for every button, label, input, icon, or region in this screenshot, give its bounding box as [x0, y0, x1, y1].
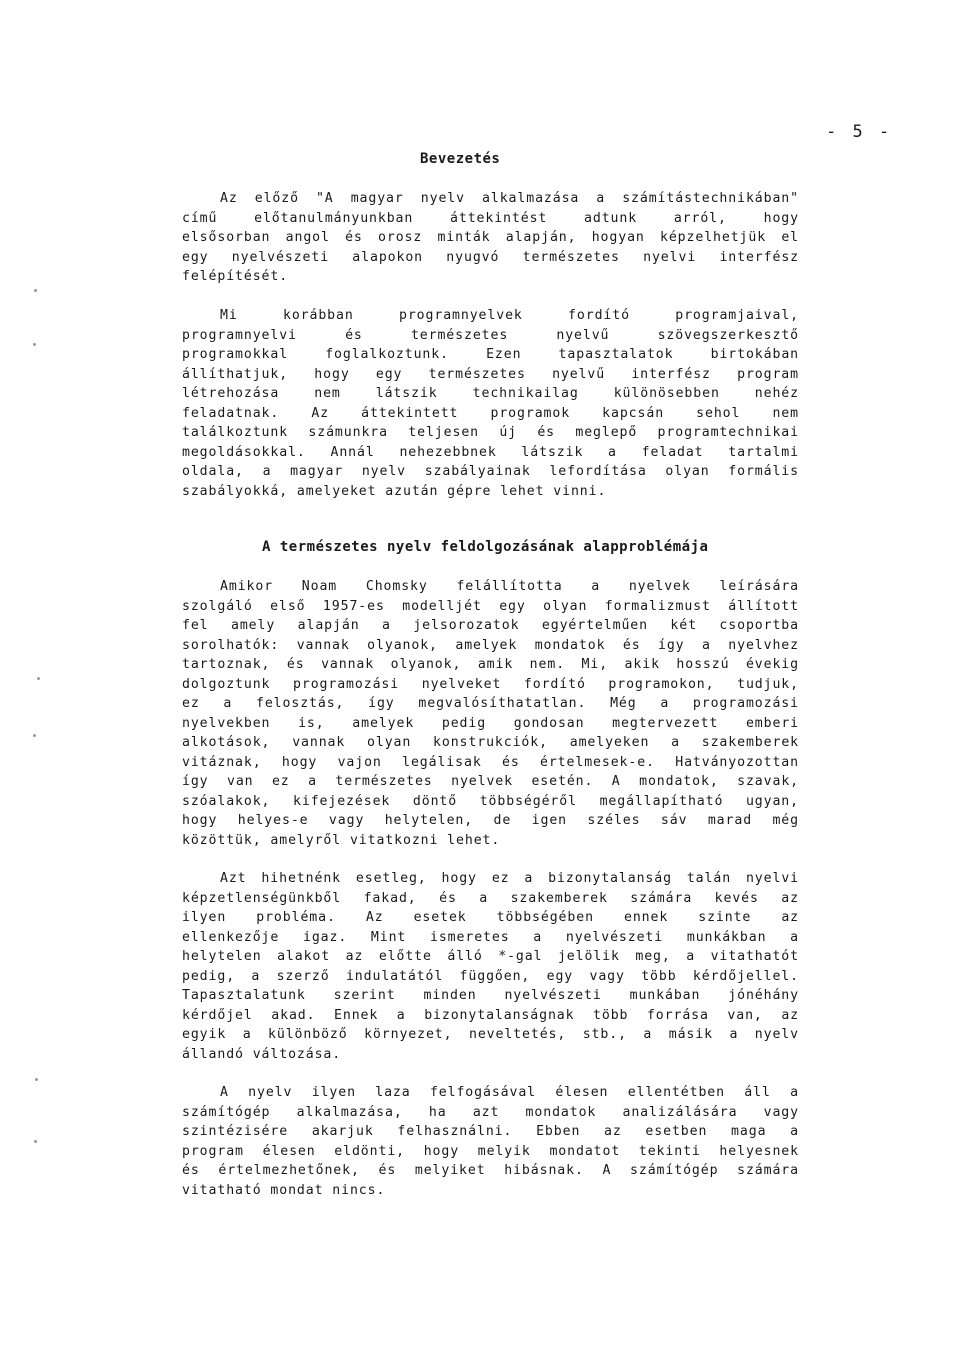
section-paragraph-2 — [182, 869, 799, 1064]
text-line: képzetlenségünkből fakad, és a szakemberek számára kevés az — [182, 890, 799, 906]
text-line: programnyelvi és természetes nyelvű szövegszerkesztő — [182, 327, 799, 343]
text-line: állandó változása. — [182, 1046, 342, 1062]
scan-speck — [35, 1078, 38, 1081]
text-line: elsősorban angol és orosz minták alapján, hogyan képzelhetjük el — [182, 230, 799, 245]
section-paragraph-1 — [182, 577, 799, 850]
text-line: így van ez a természetes nyelvek esetén. A mondatok, szavak, — [182, 774, 799, 789]
text-line: szabályokká, amelyeket azután gépre lehet vinni. — [182, 483, 607, 499]
text-line: szóalakok, kifejezések döntő többségéről megállapítható ugyan, — [182, 793, 799, 809]
text-line: létrehozása nem látszik technikailag különösebben nehéz — [182, 386, 799, 401]
text-line: közöttük, amelyről vitatkozni lehet. — [182, 832, 501, 848]
text-line: pedig, a szerző indulatától függően, egy vagy több kérdőjellel. — [182, 968, 799, 984]
text-line: fel amely alapján a jelsorozatok egyértelműen két csoportba — [182, 618, 799, 633]
scan-speck — [34, 289, 37, 292]
text-line: A nyelv ilyen laza felfogásával élesen ellentétben áll a — [220, 1085, 799, 1100]
scan-speck — [33, 734, 36, 737]
text-line: Tapasztalatunk szerint minden nyelvészeti munkában jónéhány — [182, 988, 799, 1003]
text-line: kérdőjel akad. Ennek a bizonytalanságnak több forrása van, az — [182, 1007, 799, 1023]
text-line: egy nyelvészeti alapokon nyugvó természetes nyelvi interfész — [182, 249, 799, 265]
intro-heading: Bevezetés — [420, 151, 501, 167]
text-line: állíthatjuk, hogy egy természetes nyelvű interfész program — [182, 366, 799, 382]
text-line: egyik a különböző környezet, neveltetés, stb., a másik a nyelv — [182, 1027, 799, 1042]
text-line: ellenkezője igaz. Mint ismeretes a nyelvészeti munkákban a — [182, 929, 799, 945]
text-line: program élesen eldönti, hogy melyik mondatot tekinti helyesnek — [182, 1143, 799, 1159]
text-line: hogy helyes-e vagy helytelen, de igen széles sáv marad még — [182, 813, 799, 828]
page-number: - 5 - — [826, 122, 893, 142]
text-line: alkotások, vannak olyan konstrukciók, amelyeken a szakemberek — [182, 735, 799, 750]
section-paragraph-3 — [182, 1083, 799, 1200]
text-line: sorolhatók: vannak olyanok, amelyek mondatok és így a nyelvhez — [182, 637, 799, 653]
text-line: és értelmezhetőnek, és melyiket hibásnak. A számítógép számára — [182, 1163, 799, 1178]
text-line: Mi korábban programnyelvek fordító programjaival, — [220, 308, 799, 323]
text-line: Amikor Noam Chomsky felállította a nyelvek leírására — [220, 579, 799, 594]
text-line: találkoztunk számunkra teljesen új és meglepő programtechnikai — [182, 425, 799, 440]
text-line: ez a felosztás, így megvalósíthatatlan. Még a programozási — [182, 696, 799, 711]
text-line: vitáznak, hogy vajon legálisak és értelmesek-e. Hatványozottan — [182, 754, 799, 770]
text-line: tartoznak, és vannak olyanok, amik nem. Mi, akik hosszú évekig — [182, 657, 799, 672]
text-line: számítógép alkalmazása, ha azt mondatok analizálására vagy — [182, 1104, 799, 1120]
scan-speck — [34, 1140, 37, 1143]
text-line: nyelvekben is, amelyek pedig gondosan megtervezett emberi — [182, 715, 799, 731]
text-line: programokkal foglalkoztunk. Ezen tapasztalatok birtokában — [182, 347, 799, 362]
scan-speck — [33, 343, 36, 346]
text-line: Azt hihetnénk esetleg, hogy ez a bizonytalanság talán nyelvi — [220, 871, 799, 886]
text-line: felépítését. — [182, 269, 289, 284]
text-line: oldala, a magyar nyelv szabályainak lefordítása olyan formális — [182, 464, 799, 479]
intro-paragraph-1 — [182, 189, 799, 287]
text-line: vitatható mondat nincs. — [182, 1182, 386, 1198]
intro-paragraph-2 — [182, 306, 799, 501]
text-line: Az előző "A magyar nyelv alkalmazása a számítástechnikában" — [220, 191, 799, 206]
text-line: helytelen alakot az előtte álló *-gal jelölik meg, a vitathatót — [182, 949, 799, 964]
text-line: megoldásokkal. Annál nehezebbnek látszik a feladat tartalmi — [182, 444, 799, 460]
section-heading: A természetes nyelv feldolgozásának alapproblémája — [262, 539, 709, 555]
scan-speck — [37, 677, 40, 680]
text-line: feladatnak. Az áttekintett programok kapcsán sehol nem — [182, 405, 799, 421]
text-line: dolgoztunk programozási nyelveket fordító programokon, tudjuk, — [182, 676, 799, 692]
text-line: szintézisére akarjuk felhasználni. Ebben az esetben maga a — [182, 1124, 799, 1139]
text-line: ilyen probléma. Az esetek többségében ennek szinte az — [182, 910, 799, 925]
text-line: szolgáló első 1957-es modelljét egy olyan formalizmust állított — [182, 598, 799, 614]
text-line: című előtanulmányunkban áttekintést adtunk arról, hogy — [182, 210, 799, 226]
